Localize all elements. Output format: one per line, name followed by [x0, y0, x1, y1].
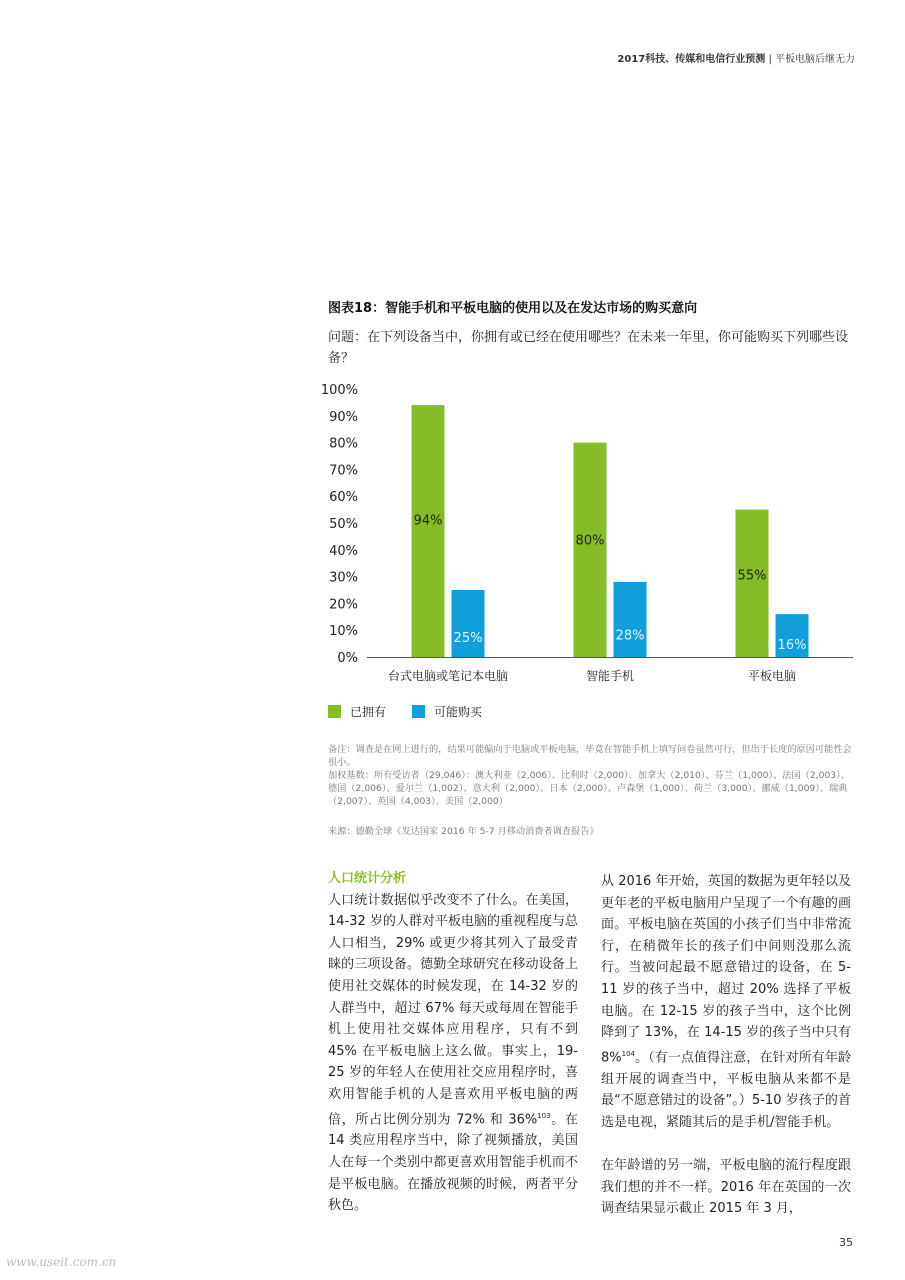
data-label: 16%: [777, 638, 807, 654]
figure-source: 来源：德勤全球《发达国家 2016 年 5-7 月移动消费者调查报告》: [328, 826, 599, 837]
legend-swatch-owned: [328, 705, 341, 718]
header-subtitle: 平板电脑后继无力: [775, 54, 855, 65]
bar-purchase-intent: [614, 582, 647, 657]
x-tick-label: 平板电脑: [747, 669, 797, 683]
y-tick-label: 30%: [329, 570, 358, 586]
y-tick-label: 90%: [329, 409, 358, 425]
footnote-ref: 103: [537, 1111, 551, 1120]
y-tick-label: 10%: [329, 624, 358, 640]
section-heading: 人口统计分析: [328, 871, 407, 886]
paragraph-older: 在年龄谱的另一端，平板电脑的流行程度跟我们想的并不一样。2016 年在英国的一次调查结果显示截止 2015 年 3 月，: [601, 1158, 851, 1217]
paragraph-gap: [601, 1133, 851, 1155]
x-tick-label: 台式电脑或笔记本电脑: [387, 669, 509, 683]
y-tick-label: 40%: [329, 543, 358, 559]
data-label: 94%: [413, 513, 443, 529]
figure-notes: [328, 743, 853, 808]
data-label: 25%: [453, 630, 483, 646]
bar-purchase-intent: [452, 590, 485, 657]
y-tick-label: 20%: [329, 597, 358, 613]
page-number: 35: [839, 1236, 853, 1249]
data-label: 55%: [737, 568, 767, 584]
bar-owned: [412, 405, 445, 657]
y-tick-label: 100%: [320, 383, 358, 398]
legend-item-intent: [412, 703, 482, 720]
x-tick-label: 智能手机: [585, 669, 635, 683]
data-label: 28%: [615, 628, 645, 644]
notes-remark: 备注：调查是在网上进行的，结果可能偏向于电脑或平板电脑，毕竟在智能手机上填写问卷虽然可行，但出于长度的原因可能性会很小。: [328, 744, 852, 768]
legend-label-owned: 已拥有: [350, 705, 387, 719]
data-label: 80%: [575, 533, 605, 549]
paragraph-text: 。（有一点值得注意，在针对所有年龄组开展的调查当中，平板电脑从来都不是最“不愿意错过的设备”。）5-10 岁孩子的首选是电视，紧随其后的是手机/智能手机。: [601, 1050, 851, 1130]
bar-owned: [574, 443, 607, 657]
figure-question: 问题：在下列设备当中，你拥有或已经在使用哪些？在未来一年里，你可能购买下列哪些设备？: [328, 330, 849, 366]
paragraph-uk: [601, 871, 851, 1133]
header-separator: |: [765, 54, 775, 65]
watermark: www.useit.com.cn: [6, 1255, 117, 1269]
header-title: 2017科技、传媒和电信行业预测: [617, 54, 766, 65]
footnote-ref: 104: [621, 1049, 635, 1058]
body-column-left: [328, 868, 578, 1217]
legend-item-owned: [328, 703, 386, 720]
body-column-right: [601, 871, 851, 1220]
paragraph-text: 。在 14 类应用程序当中，除了视频播放，美国人在每一个类别中都更喜欢用智能手机而不是平板电脑。在播放视频的时候，两者平分秋色。: [328, 1111, 578, 1214]
y-tick-label: 80%: [329, 436, 358, 452]
y-tick-label: 0%: [337, 651, 358, 666]
legend-label-intent: 可能购买: [434, 705, 483, 719]
y-tick-label: 70%: [329, 463, 358, 479]
paragraph-demographics: [328, 890, 578, 1217]
paragraph-text: 人口统计数据似乎改变不了什么。在美国，14-32 岁的人群对平板电脑的重视程度与总人口相当，29% 或更少将其列入了最受青睐的三项设备。德勤全球研究在移动设备上使用社交媒体的时候发现，在 14-32 岁的人群当中，超过 67% 每天或每周在智能手机上使用社交媒体应用程序，只有不到 45% 在平板电脑上这么做。事实上，19-25 岁的年轻人在使用社交应用程序时，喜欢用智能手机的人是喜欢用平板电脑的两倍，所占比例分别为 72% 和 36%: [328, 892, 578, 1127]
y-tick-label: 50%: [329, 517, 358, 532]
notes-weighted-base: 加权基数：所有受访者（29,046）：澳大利亚（2,006）、比利时（2,000）、加拿大（2,010）、芬兰（1,000）、法国（2,003）、德国（2,006）、爱尔兰（1,002）、意大利（2,000）、日本（2,000）、卢森堡（1,000）、荷兰（3,000）、挪威（1,009）、瑞典（2,007）、英国（4,003）、美国（2,000）: [328, 770, 850, 807]
paragraph-text: 从 2016 年开始，英国的数据为更年轻以及更年老的平板电脑用户呈现了一个有趣的画面。平板电脑在英国的小孩子们当中非常流行，在稍微年长的孩子们中间则没那么流行。当被问起最不愿意错过的设备，在 5-11 岁的孩子当中，超过 20% 选择了平板电脑。在 12-15 岁的孩子当中，这个比例降到了 13%，在 14-15 岁的孩子当中只有 8%: [601, 874, 851, 1066]
figure-title: 图表18：智能手机和平板电脑的使用以及在发达市场的购买意向: [328, 301, 698, 316]
legend-swatch-intent: [412, 705, 425, 718]
y-tick-label: 60%: [329, 490, 358, 506]
